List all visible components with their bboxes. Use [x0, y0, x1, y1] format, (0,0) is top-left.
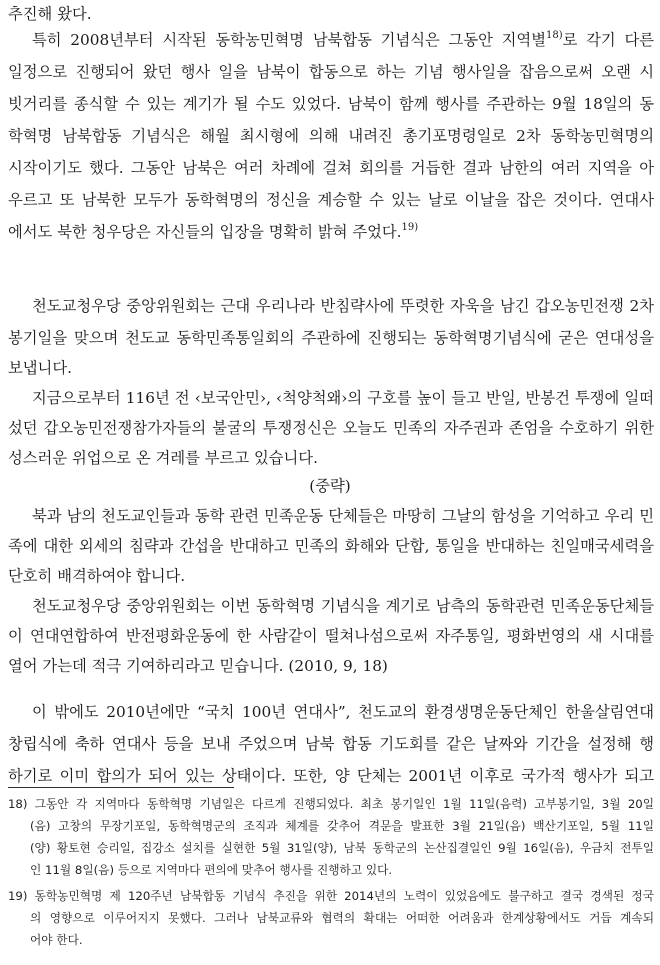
- body-line: [8, 222, 654, 242]
- footnote-18-line: 인 11월 8일(음) 등으로 지역마다 편의에 맞추어 행사를 진행하고 있다.: [30, 863, 393, 877]
- footnote-ref-18[interactable]: 18): [545, 30, 563, 41]
- quote-line: 족에 대한 외세의 침략과 간섭을 반대하고 민족의 화해와 단합, 통일을 반대하는 친일매국세력을: [8, 537, 654, 555]
- body-line: 추진해 왔다.: [8, 5, 92, 23]
- body-text: 로 각기 다른: [562, 31, 654, 49]
- footnote-18: 18) 그동안 각 지역마다 동학혁명 기념일은 다르게 진행되었다. 최초 봉기일인 1월 11일(음력) 고부봉기일, 3월 20일: [8, 797, 654, 811]
- quote-line: 섰던 갑오농민전쟁참가자들의 불굴의 투쟁정신은 오늘도 민족의 자주권과 존엄을 수호하기 위한: [8, 419, 654, 437]
- quote-line: 성스러운 위업으로 온 겨레를 부르고 있습니다.: [8, 449, 318, 467]
- body-text: 에서도 북한 청우당은 자신들의 입장을 명확히 밝혀 주었다.: [8, 223, 402, 241]
- body-line: 일정으로 진행되어 왔던 행사 일을 남북이 합동으로 하는 기념 행사일을 잡음으로써 오랜 시: [8, 63, 654, 81]
- body-line: 창립식에 축하 연대사 등을 보내 주었으며 남북 합동 기도회를 같은 날짜와 기간을 설정해 행: [8, 735, 654, 753]
- footnote-19-line: 의 영향으로 이루어지지 못했다. 그러나 남북교류와 협력의 확대는 어떠한 어려움과 한계상황에서도 거듭 계속되: [30, 911, 654, 925]
- quote-line: 봉기일을 맞으며 천도교 동학민족통일회의 주관하에 진행되는 동학혁명기념식에 굳은 연대성을: [8, 329, 654, 347]
- body-line: 이 밖에도 2010년에만 “국치 100년 연대사”, 천도교의 환경생명운동단체인 한울살림연대: [32, 703, 654, 721]
- body-line: [32, 30, 654, 50]
- body-line: 하기로 이미 합의가 되어 있는 상태이다. 또한, 양 단체는 2001년 이후로 국가적 행사가 되고: [8, 767, 654, 785]
- quote-line: 단호히 배격하여야 합니다.: [8, 567, 186, 585]
- quote-line: 지금으로부터 116년 전 ‹보국안민›, ‹척양척왜›의 구호를 높이 들고 반일, 반봉건 투쟁에 일떠: [32, 389, 654, 407]
- footnote-19-line: 어야 한다.: [30, 933, 83, 947]
- quote-line: 이 연대연합하여 반전평화운동에 한 사람같이 떨쳐나섬으로써 자주통일, 평화번영의 새 시대를: [8, 627, 654, 645]
- footnote-18-line: (음) 고창의 무장기포일, 동학혁명군의 조직과 체계를 갖추어 격문을 발표한 3월 21일(음) 백산기포일, 5월 11일: [30, 819, 654, 833]
- footnote-18-line: (양) 황토현 승리일, 집강소 설치를 실현한 5월 31일(양), 남북 동학군의 논산집결일인 9월 16일(음), 우금치 전투일: [30, 841, 654, 855]
- body-line: 학혁명 남북합동 기념식은 해월 최시형에 의해 내려진 총기포명령일로 2차 동학농민혁명의: [8, 127, 654, 145]
- body-text: 특히 2008년부터 시작된 동학농민혁명 남북합동 기념식은 그동안 지역별: [32, 31, 546, 49]
- footnote-ref-19[interactable]: 19): [401, 222, 419, 233]
- quote-line: 북과 남의 천도교인들과 동학 관련 민족운동 단체들은 마땅히 그날의 함성을 기억하고 우리 민: [32, 507, 654, 525]
- quote-line: 열어 가는데 적극 기여하리라고 믿습니다. (2010, 9, 18): [8, 657, 388, 675]
- quote-line: 보냅니다.: [8, 359, 72, 377]
- footnote-divider: [8, 787, 234, 788]
- quote-omission: (중략): [309, 477, 351, 495]
- quote-line: 천도교청우당 중앙위원회는 이번 동학혁명 기념식을 계기로 남측의 동학관련 민족운동단체들: [32, 597, 654, 615]
- body-line: 우르고 또 남북한 모두가 동학혁명의 정신을 계승할 수 있는 날로 이날을 잡은 것이다. 연대사: [8, 191, 654, 209]
- body-line: 시작이기도 했다. 그동안 남북은 여러 차례에 걸쳐 회의를 거듭한 결과 남한의 여러 지역을 아: [8, 159, 654, 177]
- footnote-19: 19) 동학농민혁명 제 120주년 남북합동 기념식 추진을 위한 2014년의 노력이 있었음에도 불구하고 결국 경색된 정국: [8, 889, 654, 903]
- quote-line: 천도교청우당 중앙위원회는 근대 우리나라 반침략사에 뚜렷한 자욱을 남긴 갑오농민전쟁 2차: [32, 297, 654, 315]
- body-line: 빗거리를 종식할 수 있는 계기가 될 수도 있었다. 남북이 함께 행사를 주관하는 9월 18일의 동: [8, 95, 654, 113]
